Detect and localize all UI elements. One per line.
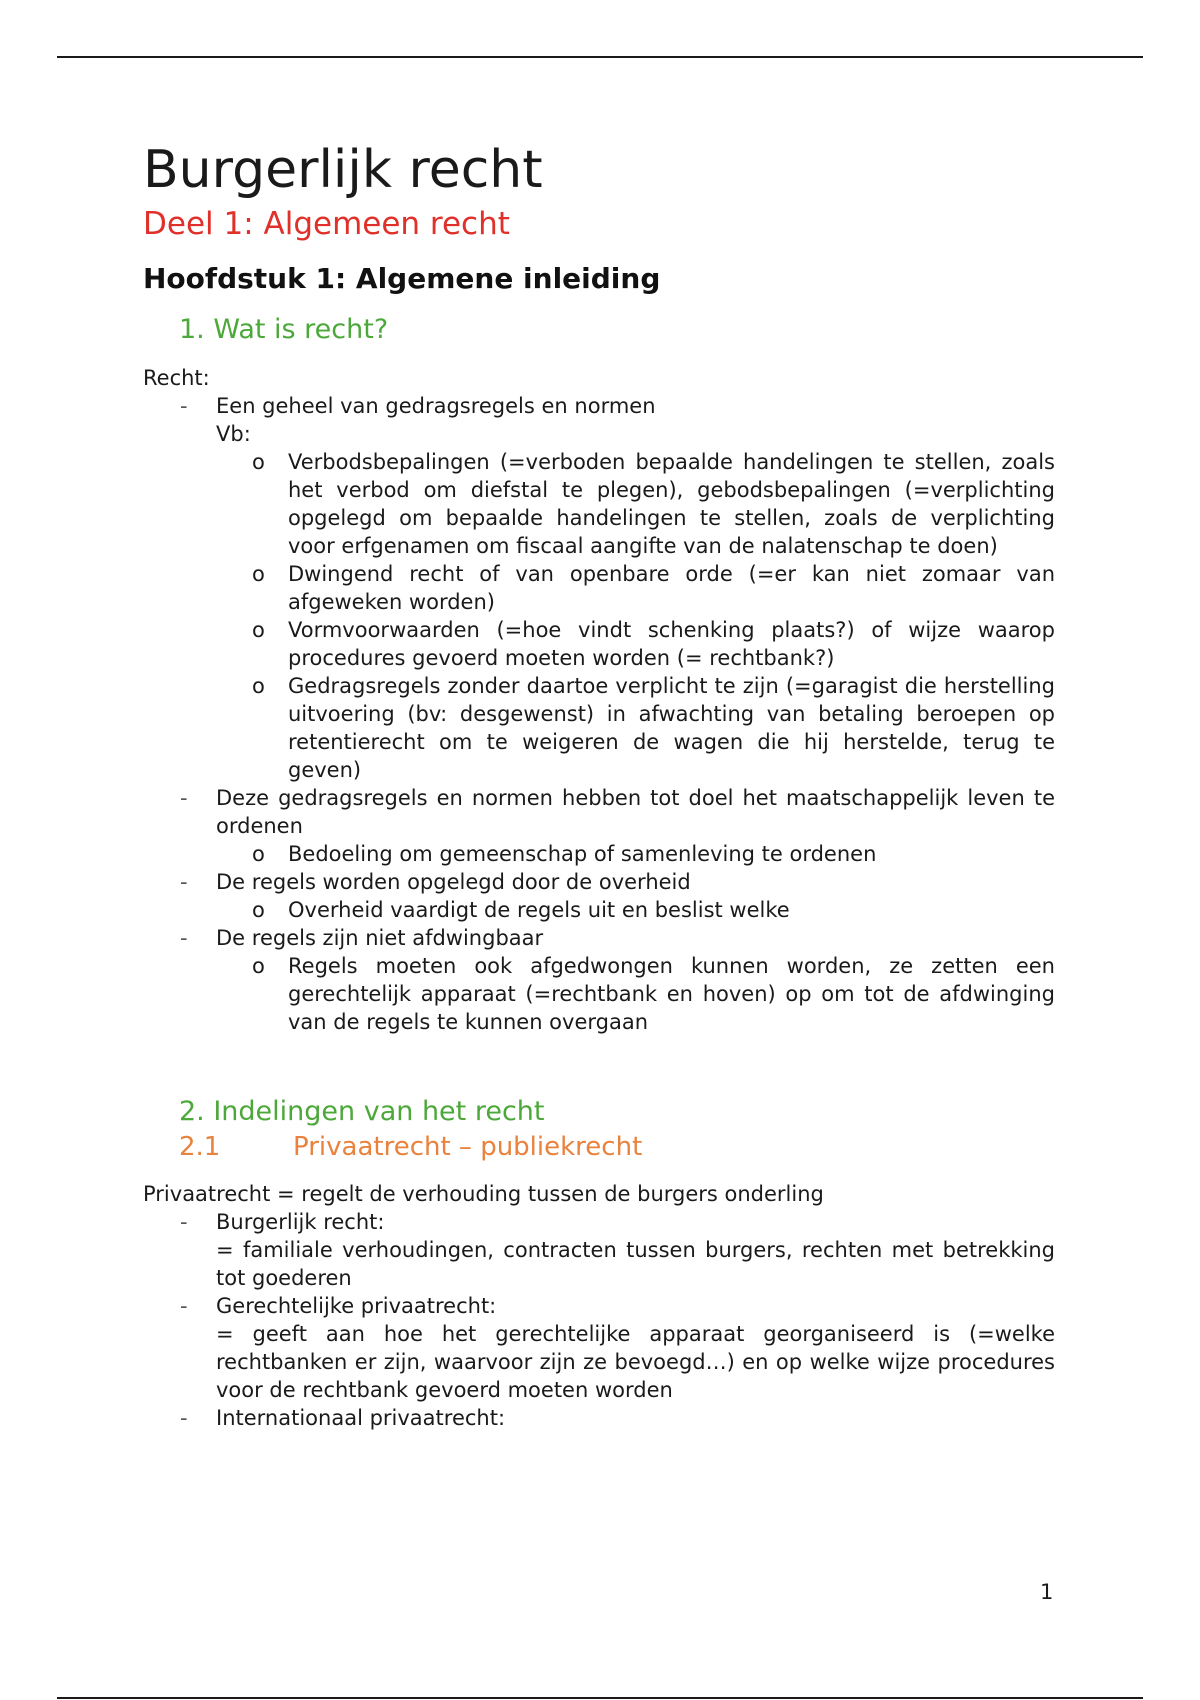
circle-bullet: o [252,450,265,474]
list-item-text: De regels worden opgelegd door de overheid [216,870,691,894]
section-1-heading: 1. Wat is recht? [179,314,389,345]
subsection-number: 2.1 [179,1132,221,1162]
list-item [143,784,1055,868]
list-item-text: Internationaal privaatrecht: [216,1406,506,1430]
list-item [143,924,1055,1036]
section-2-list [143,1208,1055,1432]
circle-bullet: o [252,674,265,698]
section-1-list [143,392,1055,1036]
sub-list [216,952,1055,1036]
document-title: Burgerlijk recht [143,140,543,200]
dash-bullet: - [180,870,188,894]
list-item-text-extra: = geeft aan hoe het gerechtelijke apparaat georganiseerd is (=welke rechtbanken er zijn, waarvoor zijn ze bevoegd…) en op welke wijze procedures voor de rechtbank gevoerd moeten worden [216,1322,1055,1402]
circle-bullet: o [252,954,265,978]
sub-list-item [216,952,1055,1036]
sub-list-item-text: Vormvoorwaarden (=hoe vindt schenking plaats?) of wijze waarop procedures gevoerd moeten worden (= rechtbank?) [288,618,1055,670]
sub-list-item [216,616,1055,672]
sub-list-item-text: Regels moeten ook afgedwongen kunnen worden, ze zetten een gerechtelijk apparaat (=rechtbank en hoven) op om tot de afdwinging van de regels te kunnen overgaan [288,954,1055,1034]
sub-list-item [216,840,1055,868]
list-item-text-extra: Vb: [216,422,251,446]
sub-list-item-text: Bedoeling om gemeenschap of samenleving te ordenen [288,842,877,866]
list-item-text: Een geheel van gedragsregels en normen [216,394,656,418]
sub-list-item [216,896,1055,924]
list-item-text: Deze gedragsregels en normen hebben tot doel het maatschappelijk leven te ordenen [216,786,1055,838]
list-item [143,868,1055,924]
circle-bullet: o [252,618,265,642]
top-rule [57,56,1143,58]
sub-list-item-text: Overheid vaardigt de regels uit en beslist welke [288,898,790,922]
dash-bullet: - [180,1210,188,1234]
dash-bullet: - [180,926,188,950]
sub-list-item [216,448,1055,560]
list-item-text: De regels zijn niet afdwingbaar [216,926,544,950]
dash-bullet: - [180,1294,188,1318]
dash-bullet: - [180,394,188,418]
part-heading: Deel 1: Algemeen recht [143,206,510,242]
subsection-2-1-heading [179,1130,1055,1164]
subsection-title: Privaatrecht – publiekrecht [293,1132,643,1162]
sub-list [216,896,1055,924]
list-item-text: Burgerlijk recht: [216,1210,385,1234]
page-number: 1 [1040,1580,1054,1604]
sub-list [216,448,1055,784]
list-item-text-extra: = familiale verhoudingen, contracten tussen burgers, rechten met betrekking tot goederen [216,1238,1055,1290]
sub-list [216,840,1055,868]
list-item [143,1292,1055,1404]
dash-bullet: - [180,786,188,810]
sub-list-item-text: Dwingend recht of van openbare orde (=er kan niet zomaar van afgeweken worden) [288,562,1055,614]
list-item [143,1208,1055,1292]
circle-bullet: o [252,562,265,586]
list-item-text: Gerechtelijke privaatrecht: [216,1294,497,1318]
section-1-intro: Recht: [143,366,210,390]
sub-list-item [216,560,1055,616]
list-item [143,392,1055,784]
list-item [143,1404,1055,1432]
dash-bullet: - [180,1406,188,1430]
document-body [143,138,1055,1432]
circle-bullet: o [252,898,265,922]
sub-list-item [216,672,1055,784]
sub-list-item-text: Verbodsbepalingen (=verboden bepaalde handelingen te stellen, zoals het verbod om diefstal te plegen), gebodsbepalingen (=verplichting opgelegd om bepaalde handelingen te stellen, zoals de verplichting voor erfgenamen om fiscaal aangifte van de nalatenschap te doen) [288,450,1055,558]
bottom-rule [57,1697,1143,1699]
section-2-heading: 2. Indelingen van het recht [179,1096,545,1127]
sub-list-item-text: Gedragsregels zonder daartoe verplicht te zijn (=garagist die herstelling uitvoering (bv: desgewenst) in afwachting van betaling beroepen op retentierecht om te weigeren de wagen die hij herstelde, terug te geven) [288,674,1055,782]
circle-bullet: o [252,842,265,866]
chapter-heading: Hoofdstuk 1: Algemene inleiding [143,262,661,295]
section-2-intro: Privaatrecht = regelt de verhouding tussen de burgers onderling [143,1182,824,1206]
